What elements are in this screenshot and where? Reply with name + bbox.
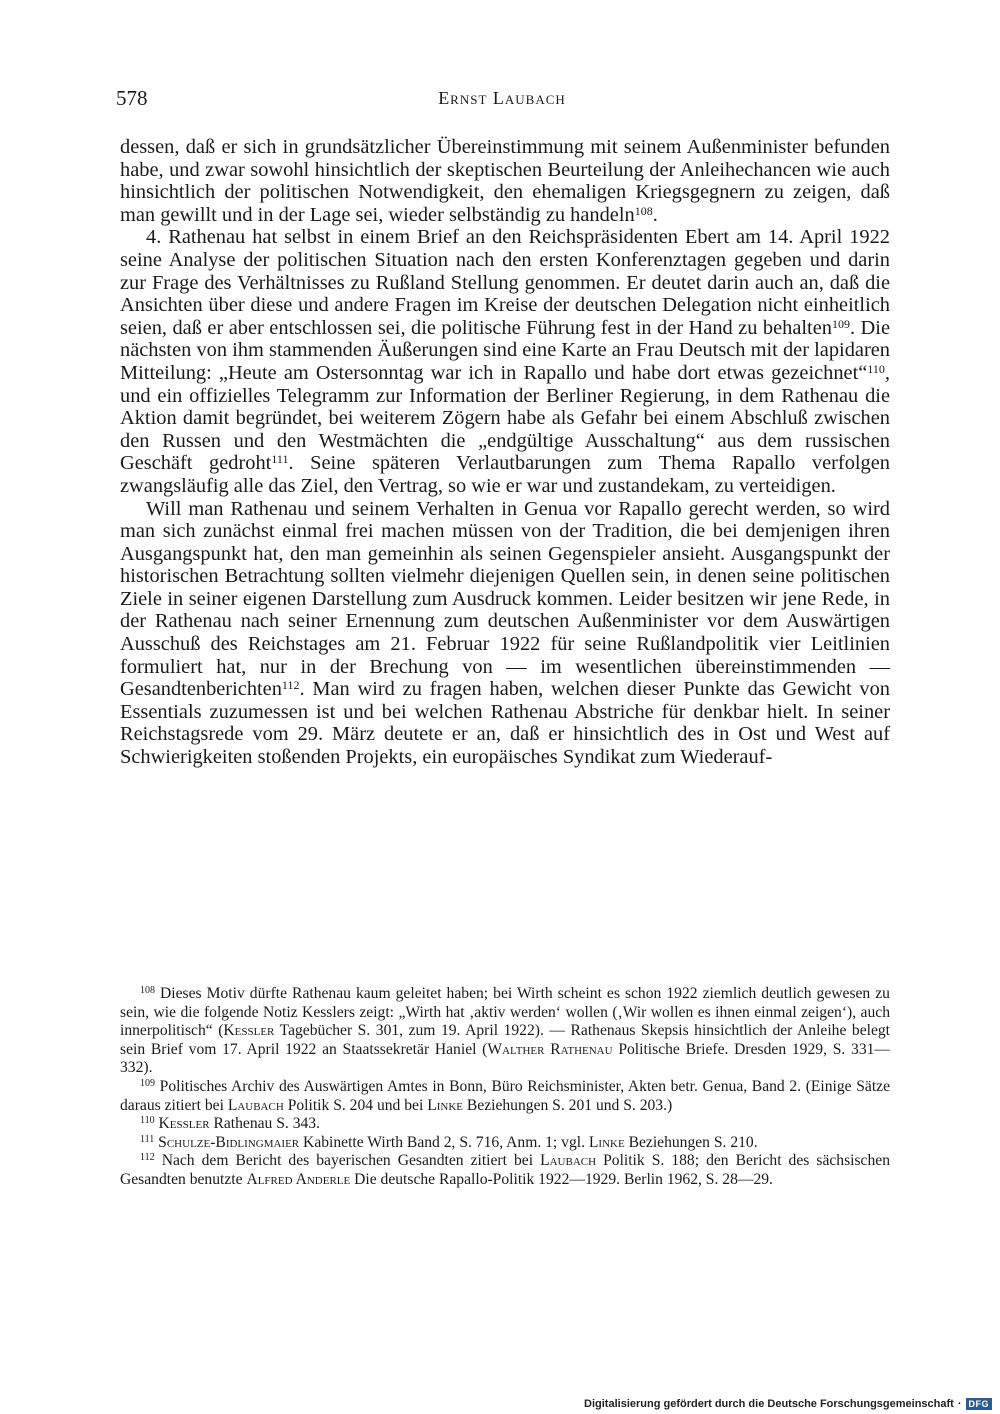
- footnote-110: $^{110}$ Kessler Rathenau S. 343.: [140, 1115, 320, 1133]
- footnote-ref-108: 108: [634, 203, 653, 218]
- dfg-logo: DFG: [966, 1398, 993, 1410]
- footnote-112: $^{112}$ Nach dem Bericht des bayerischen Gesandten zitiert bei Laubach Politik S. 188; den Bericht des sächsischen Gesandten benutzte Alfred Anderle Die deutsche Rapallo-Politik 1922—1929. Berlin 1962, S. 28—29.: [120, 1152, 890, 1188]
- main-text: [120, 136, 890, 769]
- footnote-ref-109: 109: [831, 316, 850, 331]
- footnote-111: $^{111}$ Schulze-Bidlingmaier Kabinette Wirth Band 2, S. 716, Anm. 1; vgl. Linke Beziehungen S. 210.: [140, 1133, 758, 1151]
- page-number: 578: [116, 86, 148, 110]
- paragraph-2: 4. Rathenau hat selbst in einem Brief an den Reichspräsidenten Ebert am 14. April 1922 seine Analyse der politischen Situation nach den ersten Konferenztagen gegeben und darin zur Frage des Verhältnisses zu Rußland Stellung genommen. Er deutet darin auch an, daß die Ansichten über diese und andere Fragen im Kreise der deutschen Delegation nicht einheitlich seien, daß er aber entschlossen sei, die politische Führung fest in der Hand zu behalten$^{109}$. Die nächsten von ihm stammenden Äußerungen sind eine Karte an Frau Deutsch mit der lapidaren Mitteilung: „Heute am Ostersonntag war ich in Rapallo und habe dort etwas gezeichnet“$^{110}$, und ein offizielles Telegramm zur Information der Berliner Regierung, in dem Rathenau die Aktion damit begründet, bei weiterem Zögern habe als Gefahr bei einem Abschluß zwischen den Russen und den Westmächten die „endgültige Ausschaltung“ aus dem russischen Geschäft gedroht$^{111}$. Seine späteren Verlautbarungen zum Thema Rapallo verfolgen zwangsläufig alle das Ziel, den Vertrag, so wie er war und zustandekam, zu verteidigen.: [120, 226, 890, 497]
- footnotes: [120, 985, 890, 1190]
- running-head: Ernst Laubach: [438, 88, 566, 108]
- digitization-footer: Digitalisierung gefördert durch die Deutsche Forschungsgemeinschaft · DFG: [584, 1398, 992, 1410]
- footnote-ref-110: 110: [867, 361, 885, 376]
- footnote-ref-112: 112: [281, 678, 300, 693]
- paragraph-1: dessen, daß er sich in grundsätzlicher Übereinstimmung mit seinem Außenminister befunden habe, und zwar sowohl hinsichtlich der skeptischen Beurteilung der Anleihechancen wie auch hinsichtlich der politischen Notwendigkeit, den ehemaligen Kriegsgegnern zu zeigen, daß man gewillt und in der Lage sei, wieder selbständig zu handeln$^{108}$.: [120, 136, 890, 226]
- footer-text: Digitalisierung gefördert durch die Deutsche Forschungsgemeinschaft: [584, 1398, 954, 1410]
- paragraph-3: Will man Rathenau und seinem Verhalten in Genua vor Rapallo gerecht werden, so wird man sich zunächst einmal frei machen müssen von der Tradition, die bei demjenigen ihren Ausgangspunkt hat, den man gemeinhin als seinen Gegenspieler ansieht. Ausgangspunkt der historischen Betrachtung sollten vielmehr diejenigen Quellen sein, in denen seine politischen Ziele in seiner eigenen Darstellung zum Ausdruck kommen. Leider besitzen wir jene Rede, in der Rathenau nach seiner Ernennung zum deutschen Außenminister vor dem Auswärtigen Ausschuß des Reichstages am 21. Februar 1922 für seine Rußlandpolitik vier Leitlinien formuliert hat, nur in der Brechung von — im wesentlichen übereinstimmenden — Gesandtenberichten$^{112}$. Man wird zu fragen haben, welchen dieser Punkte das Gewicht von Essentials zuzumessen ist und bei welchen Rathenau Abstriche für denkbar hielt. In seiner Reichstagsrede vom 29. März deutete er an, daß er hinsichtlich des in Ost und West auf Schwierigkeiten stoßenden Projekts, ein europäisches Syndikat zum Wiederauf-: [120, 497, 890, 769]
- page-header: [116, 86, 888, 116]
- footnote-108: $^{108}$ Dieses Motiv dürfte Rathenau kaum geleitet haben; bei Wirth scheint es schon 1922 ziemlich deutlich gewesen zu sein, wie die folgende Notiz Kesslers zeigt: „Wirth hat ‚aktiv werden‘ wollen (‚Wir wollen es ihnen einmal zeigen‘), auch innerpolitisch“ (Kessler Tagebücher S. 301, zum 19. April 1922). — Rathenaus Skepsis hinsichtlich der Anleihe belegt sein Brief vom 17. April 1922 an Staatssekretär Haniel (Walther Rathenau Politische Briefe. Dresden 1929, S. 331—332).: [120, 985, 891, 1077]
- footnote-ref-111: 111: [271, 452, 289, 467]
- footnote-109: $^{109}$ Politisches Archiv des Auswärtigen Amtes in Bonn, Büro Reichsminister, Akten betr. Genua, Band 2. (Einige Sätze daraus zitiert bei Laubach Politik S. 204 und bei Linke Beziehungen S. 201 und S. 203.): [120, 1077, 891, 1114]
